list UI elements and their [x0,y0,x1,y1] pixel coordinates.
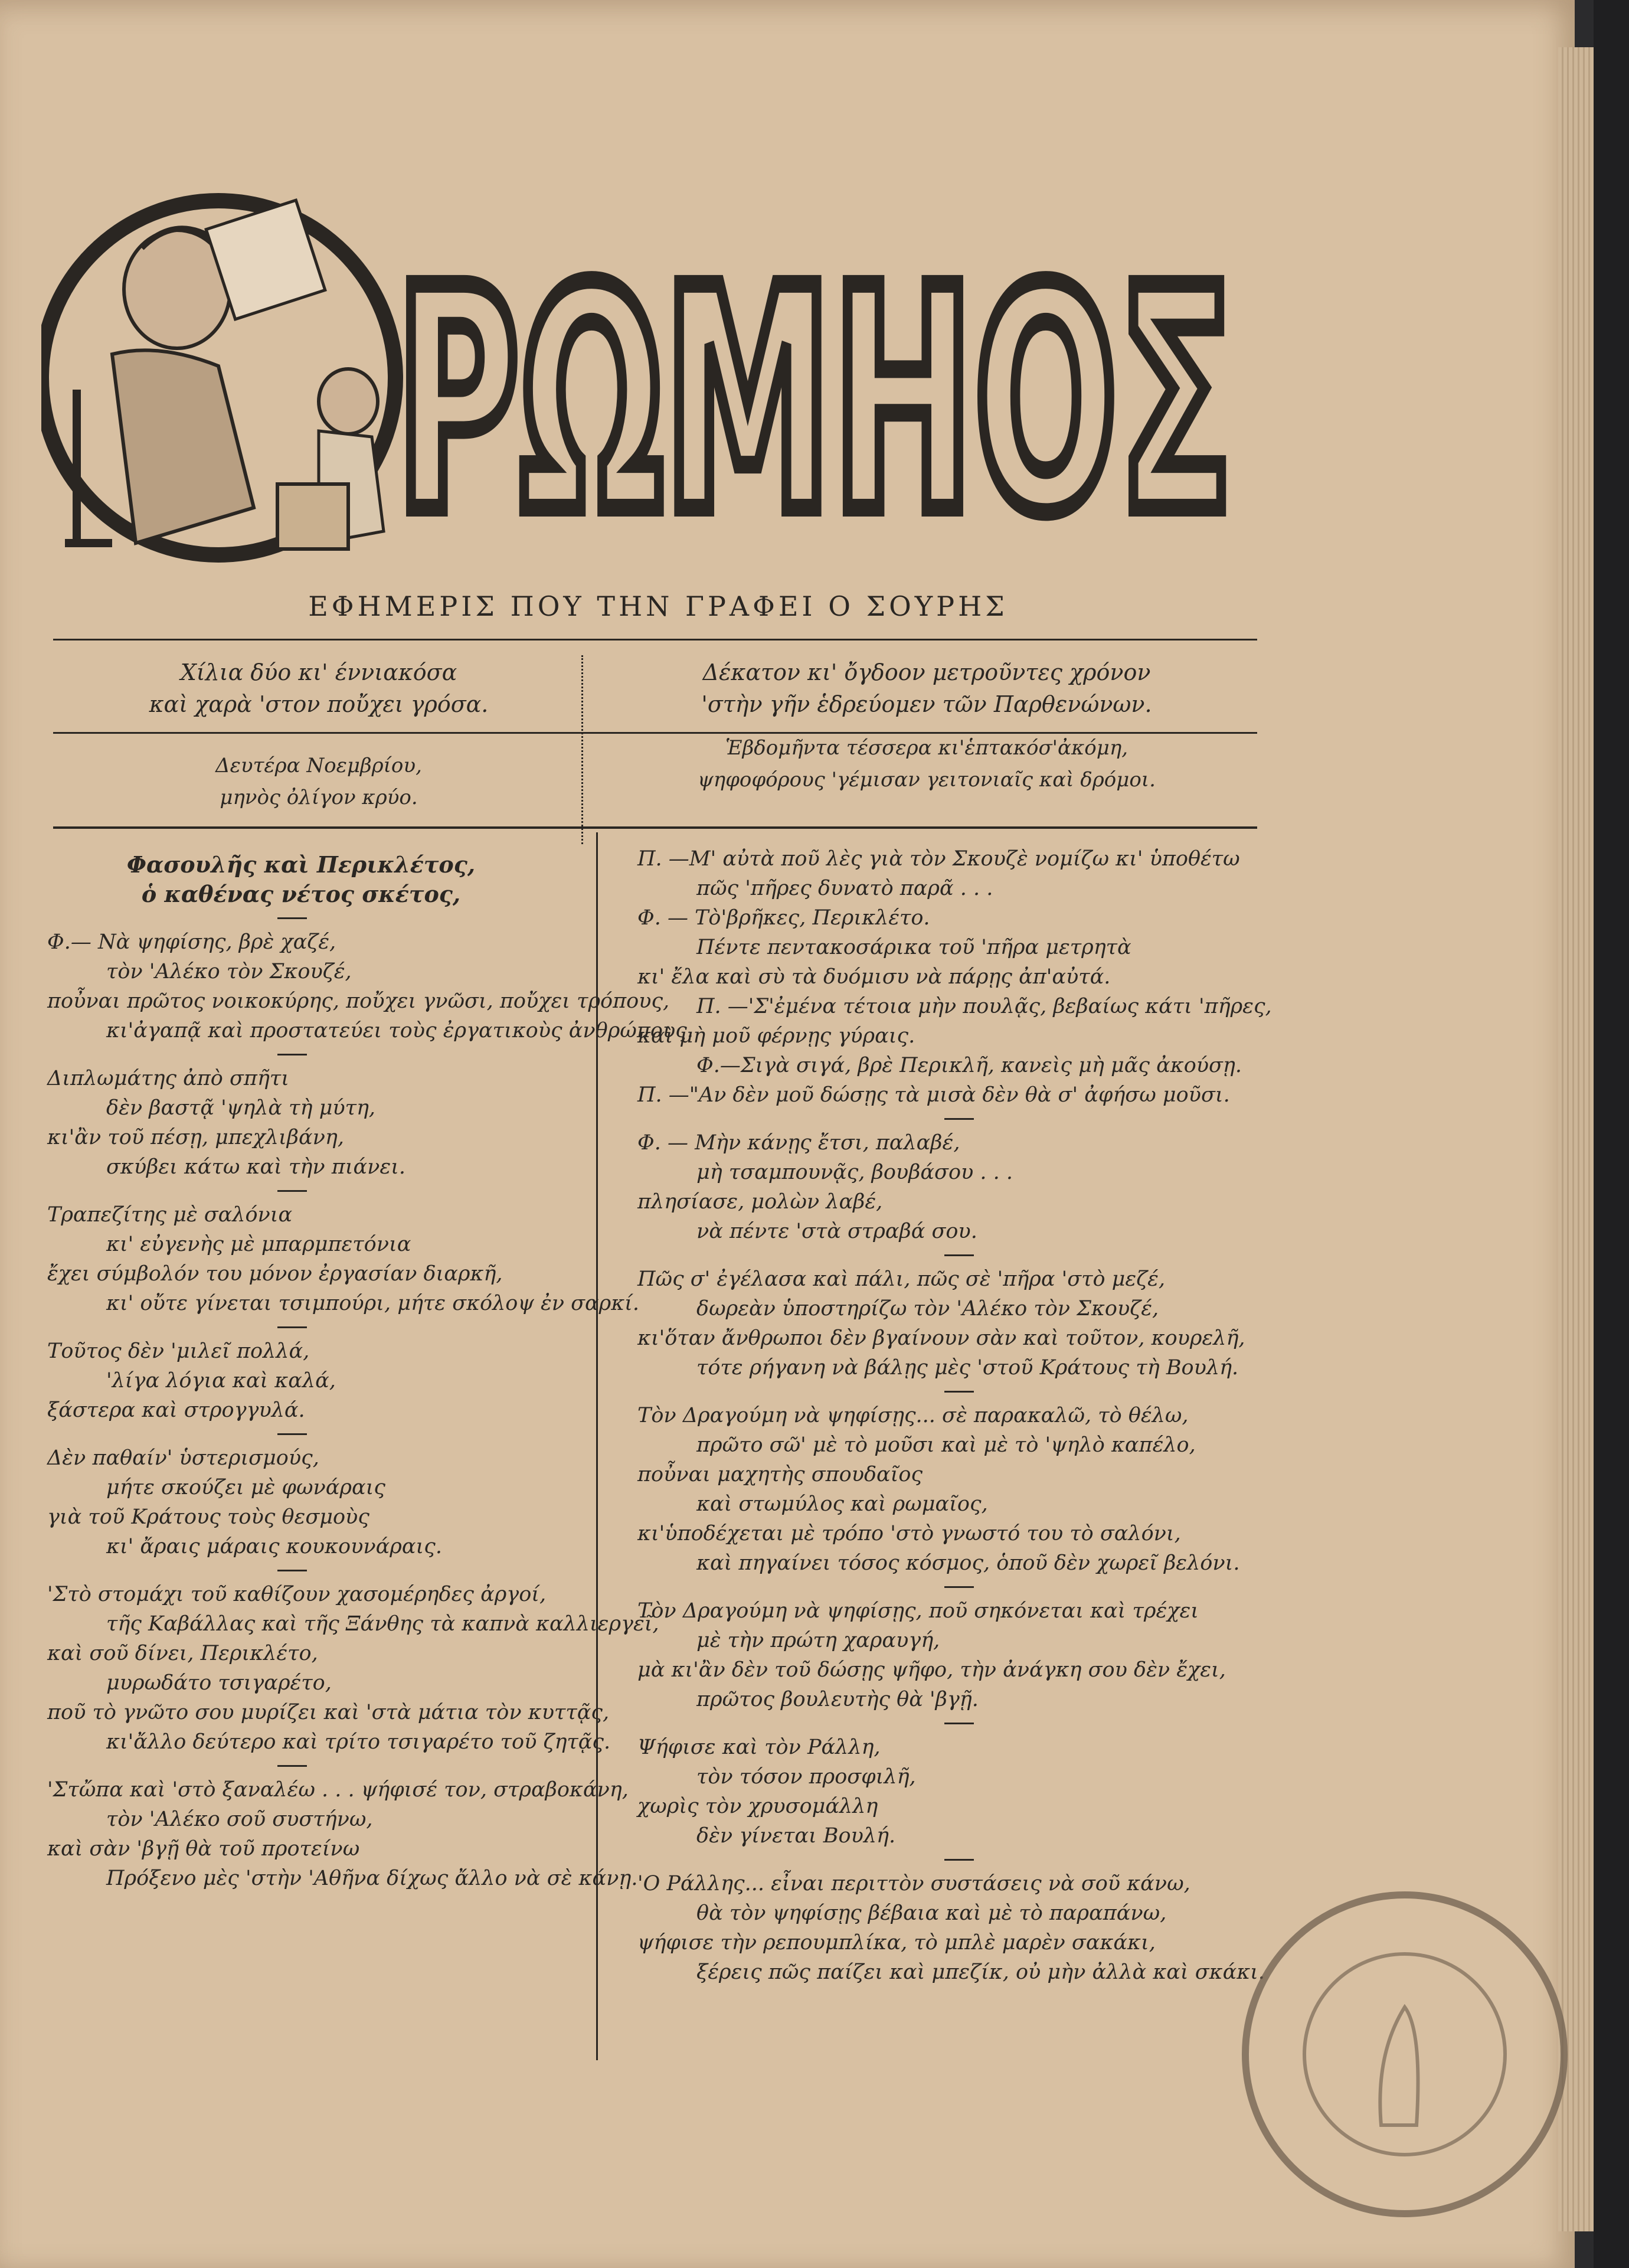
stanza-separator [277,1190,307,1192]
left-column [24,850,694,1893]
verse-line: Φ.— Νὰ ψηφίσης, βρὲ χαζέ, [47,930,336,954]
poem-title: Φασουλῆς καὶ Περικλέτος, [126,851,476,878]
verse-line: Φ.—Σιγὰ σιγά, βρὲ Περικλῆ, κανεὶς μὴ μᾶς ἀκούσῃ. [696,1054,1242,1077]
verse-line: τὸν 'Αλέκο τὸν Σκουζέ, [106,960,352,983]
verse-line: τὸν τόσον προσφιλῆ, [696,1765,916,1789]
verse-line: τῆς Καβάλλας καὶ τῆς Ξάνθης τὰ καπνὰ καλλιεργεῖ, [106,1612,659,1636]
verse-line: ποὖναι πρῶτος νοικοκύρης, ποὔχει γνῶσι, ποὔχει τρόπους, [47,989,670,1013]
verse-line: μὲ τὴν πρώτη χαραυγή, [696,1629,940,1652]
header-left-1: Χίλια δύο κι' έννιακόσα καὶ χαρὰ 'στον ποὔχει γρόσα. [149,659,489,717]
svg-text:ΡΩΜΗΟΣ: ΡΩΜΗΟΣ [395,223,1234,580]
poem-title: ὁ καθένας νέτος σκέτος, [141,881,461,907]
verse-line: μὰ κι'ἂν δὲν τοῦ δώσῃς ψῆφο, τὴν ἀνάγκη σου δὲν ἔχει, [637,1658,1226,1682]
verse-line: 'λίγα λόγια καὶ καλά, [106,1369,336,1393]
header-left-2: Δευτέρα Νοεμβρίου, μηνὸς ὀλίγον κρύο. [215,754,422,809]
verse-line: Π. —"Αν δὲν μοῦ δώσῃς τὰ μισὰ δὲν θὰ σ' ἀφήσω μοῦσι. [637,1083,1230,1107]
verse-line: 'Ο Ράλλης... εἶναι περιττὸν συστάσεις νὰ σοῦ κάνω, [637,1872,1190,1896]
verse-line: δὲν βαστᾷ 'ψηλὰ τὴ μύτη, [106,1096,376,1120]
verse-line: κι'ὑποδέχεται μὲ τρόπο 'στὸ γνωστό του τὸ σαλόνι, [637,1522,1181,1545]
verse-line: καὶ πηγαίνει τόσος κόσμος, ὁποῦ δὲν χωρεῖ βελόνι. [696,1551,1240,1575]
verse-line: τότε ρήγανη νὰ βάλῃς μὲς 'στοῦ Κράτους τὴ Βουλή. [696,1356,1239,1380]
verse-line: μυρωδάτο τσιγαρέτο, [106,1671,332,1695]
stanza-separator [277,1054,307,1055]
verse-line: γιὰ τοῦ Κράτους τοὺς θεσμοὺς [47,1505,369,1529]
verse-line: πρῶτο σῶ' μὲ τὸ μοῦσι καὶ μὲ τὸ 'ψηλὸ καπέλο, [696,1433,1196,1457]
verse-line: Τοῦτος δὲν 'μιλεῖ πολλά, [47,1339,310,1363]
cartoon-illustration [41,177,407,590]
verse-line: Π. —'Σ'ἐμένα τέτοια μὴν πουλᾷς, βεβαίως κάτι 'πῆρες, [696,995,1272,1018]
book-binding [1594,0,1629,2268]
verse-line: καὶ στωμύλος καὶ ρωμαῖος, [696,1492,988,1516]
verse-line: 'Στὤπα καὶ 'στὸ ξαναλέω . . . ψήφισέ τον, στραβοκάνη, [47,1778,629,1802]
verse-line: ξάστερα καὶ στρογγυλά. [47,1398,305,1422]
verse-line: πρῶτος βουλευτὴς θὰ 'βγῇ. [696,1688,979,1711]
verse-line: Τὸν Δραγούμη νὰ ψηφίσῃς, ποῦ σηκόνεται καὶ τρέχει [637,1599,1199,1623]
verse-line: Τραπεζίτης μὲ σαλόνια [47,1203,293,1227]
stanza-separator [944,1723,974,1724]
verse-line: Φ. — Τὸ'βρῆκες, Περικλέτο. [637,906,930,930]
verse-line: 'Στὸ στομάχι τοῦ καθίζουν χασομέρηδες ἀργοί, [47,1583,547,1606]
verse-line: κι'ἄλλο δεύτερο καὶ τρίτο τσιγαρέτο τοῦ ζητᾷς. [106,1730,611,1754]
stanza-separator [944,1391,974,1393]
verse-line: Πῶς σ' ἐγέλασα καὶ πάλι, πῶς σὲ 'πῆρα 'στὸ μεζέ, [637,1267,1166,1291]
masthead-subtitle: ΕΦΗΜΕΡΙΣ ΠΟΥ ΤΗΝ ΓΡΑΦΕΙ Ο ΣΟΥΡΗΣ [308,590,1008,622]
stanza-separator [277,1570,307,1571]
verse-line: Πέντε πεντακοσάρικα τοῦ 'πῆρα μετρητὰ [696,936,1131,959]
stanza-separator [277,1765,307,1767]
verse-line: καὶ σοῦ δίνει, Περικλέτο, [47,1642,318,1665]
verse-line: χωρὶς τὸν χρυσομάλλη [637,1795,878,1818]
verse-line: μήτε σκούζει μὲ φωνάραις [106,1476,385,1499]
verse-line: πλησίασε, μολὼν λαβέ, [637,1190,883,1214]
rule-bottom [53,826,1257,829]
verse-line: Διπλωμάτης ἀπὸ σπῆτι [47,1067,289,1090]
verse-line: μὴ τσαμπουνᾷς, βουβάσου . . . [696,1161,1013,1184]
verse-line: ξέρεις πῶς παίζει καὶ μπεζίκ, οὐ μὴν ἀλλὰ καὶ σκάκι. [696,1960,1265,1984]
verse-line: καὶ σὰν 'βγῇ θὰ τοῦ προτείνω [47,1837,360,1861]
verse-line: ποῦ τὸ γνῶτο σου μυρίζει καὶ 'στὰ μάτια τὸν κυττᾷς, [47,1701,610,1724]
masthead-logo [372,142,1257,602]
verse-line: Ψήφισε καὶ τὸν Ράλλη, [637,1736,881,1759]
verse-line: δωρεὰν ὑποστηρίζω τὸν 'Αλέκο τὸν Σκουζέ, [696,1297,1159,1321]
verse-line: ποὖναι μαχητὴς σπουδαῖος [637,1463,923,1486]
verse-line: Πρόξενο μὲς 'στὴν 'Αθῆνα δίχως ἄλλο νὰ σὲ κάνῃ. [106,1867,638,1890]
verse-line: κι'ἀγαπᾷ καὶ προστατεύει τοὺς ἐργατικοὺς ἀνθρώπους. [106,1019,694,1043]
verse-line: τὸν 'Αλέκο σοῦ συστήνω, [106,1808,373,1831]
verse-line: Π. —Μ' αὐτὰ ποῦ λὲς γιὰ τὸν Σκουζὲ νομίζω κι' ὑποθέτω [637,847,1240,871]
stanza-separator [277,1326,307,1328]
verse-line: Φ. — Μὴν κάνῃς ἔτσι, παλαβέ, [637,1131,960,1155]
verse-line: Τὸν Δραγούμη νὰ ψηφίσῃς... σὲ παρακαλῶ, τὸ θέλω, [637,1404,1189,1427]
right-column [614,844,1275,1987]
verse-line: κι'ὅταν ἄνθρωποι δὲν βγαίνουν σὰν καὶ τοῦτον, κουρελῆ, [637,1326,1245,1350]
verse-line: κι'ἂν τοῦ πέσῃ, μπεχλιβάνη, [47,1126,344,1149]
verse-line: κι' οὔτε γίνεται τσιμπούρι, μήτε σκόλοψ ἐν σαρκί. [106,1292,640,1315]
stanza-separator [944,1586,974,1588]
verse-line: δὲν γίνεται Βουλή. [696,1824,896,1848]
header-right-1: Δέκατον κι' ὄγδοον μετροῦντες χρόνον 'στὴν γῆν ἑδρεύομεν τῶν Παρθενώνων. [701,659,1152,717]
verse-line: νὰ πέντε 'στὰ στραβά σου. [696,1220,977,1243]
verse-line: ψήφισε τὴν ρεπουμπλίκα, τὸ μπλὲ μαρὲν σακάκι, [637,1931,1156,1955]
verse-line: Δὲν παθαίν' ὑστερισμούς, [47,1446,319,1470]
stanza-separator [944,1118,974,1120]
verse-line: κι' ἄραις μάραις κουκουνάραις. [106,1535,442,1558]
verse-line: ἔχει σύμβολόν του μόνον ἐργασίαν διαρκῆ, [47,1262,503,1286]
stanza-separator [277,1433,307,1435]
masthead [41,142,1251,602]
verse-line: καὶ μὴ μοῦ φέρνῃς γύραις. [637,1024,915,1048]
verse-line: σκύβει κάτω καὶ τὴν πιάνει. [106,1155,406,1179]
rule-top [53,639,1257,640]
verse-line: κι' ἔλα καὶ σὺ τὰ δυόμισυ νὰ πάρῃς ἀπ'αὐτά. [637,965,1111,989]
header-divider [581,655,595,844]
stanza-separator [277,917,307,919]
stanza-separator [944,1859,974,1861]
stanza-separator [944,1254,974,1256]
verse-line: κι' εὐγενὴς μὲ μπαρμπετόνια [106,1233,411,1256]
verse-line: πῶς 'πῆρες δυνατὸ παρᾶ . . . [696,877,993,900]
verse-line: θὰ τὸν ψηφίσῃς βέβαια καὶ μὲ τὸ παραπάνω, [696,1901,1167,1925]
library-stamp [1228,1877,1582,2231]
header-right-2: Ἑβδομῆντα τέσσερα κι'ἑπτακόσ'ἀκόμη, ψηφοφόρους 'γέμισαν γειτονιαῖς καὶ δρόμοι. [698,736,1156,792]
